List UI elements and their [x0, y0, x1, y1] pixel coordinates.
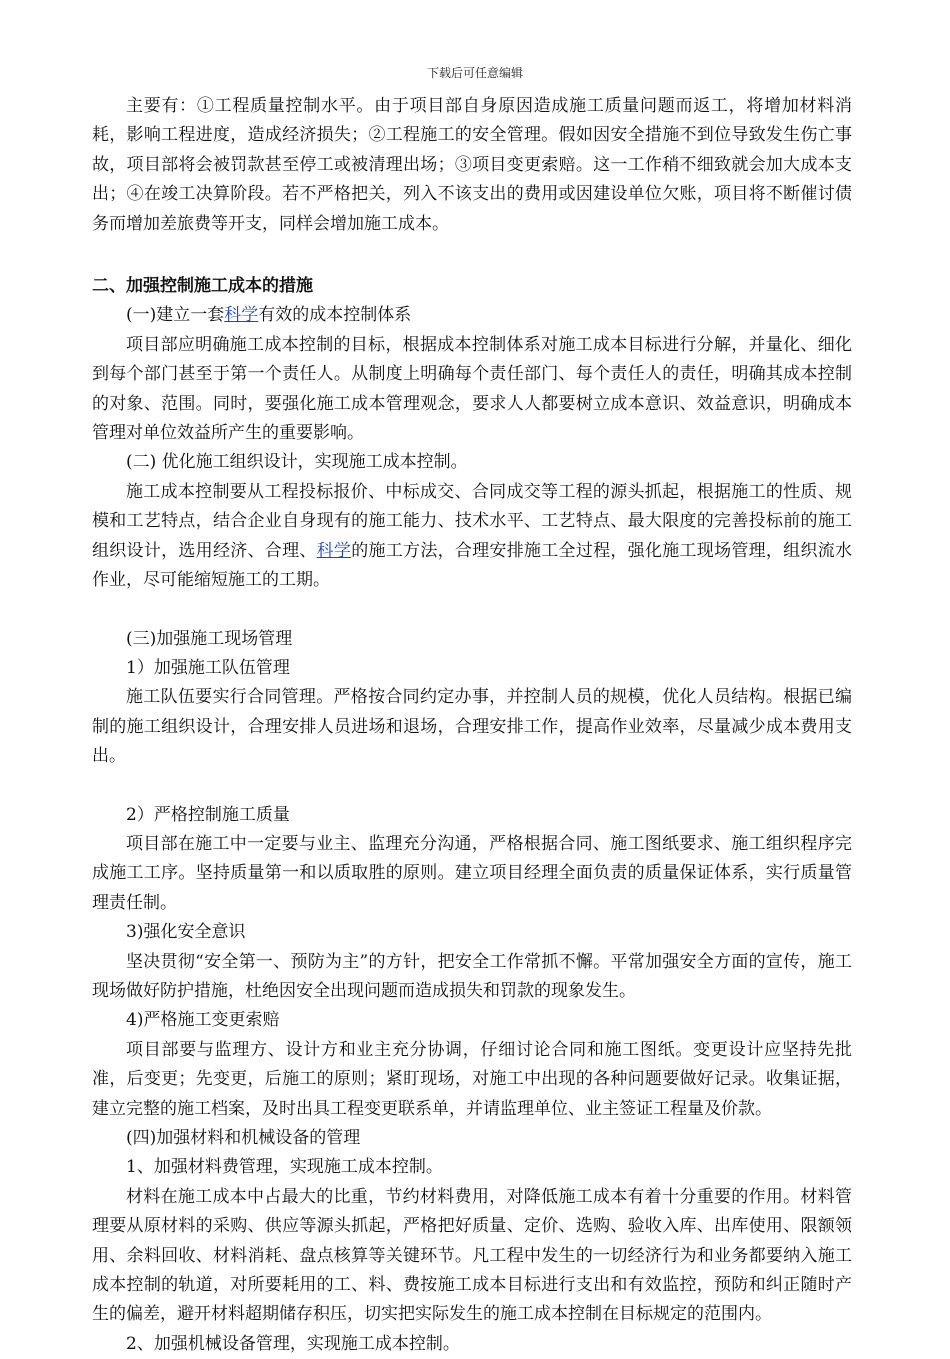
subheading-2: (二) 优化施工组织设计，实现施工成本控制。 — [126, 452, 468, 473]
science-link-2[interactable]: 科学 — [316, 540, 352, 561]
paragraph-1: 项目部应明确施工成本控制的目标，根据成本控制体系对施工成本目标进行分解，并量化、细化到每个部门甚至于第一个责任人。从制度上明确每个责任部门、每个责任人的责任，明确其成本控制的对象、范围。同时，要强化施工成本管理观念，要求人人都要树立成本意识、效益意识，明确成本管理对单位效益所产生的重要影响。 — [92, 334, 852, 444]
subheading-4: (四)加强材料和机械设备的管理 — [126, 1128, 361, 1148]
page-header: 下载后可任意编辑 — [426, 66, 523, 80]
item-6: 2、加强机械设备管理，实现施工成本控制。 — [126, 1333, 460, 1354]
paragraph-5: 坚决贯彻“安全第一、预防为主”的方针，把安全工作常抓不懈。平常加强安全方面的宣传，施工现场做好防护措施，杜绝因安全出现问题而造成损失和罚款的现象发生。 — [92, 951, 852, 1001]
item-4: 4)严格施工变更索赔 — [126, 1010, 280, 1031]
spacer — [92, 772, 852, 801]
paragraph-2-text-end: 的施工方法，合理安排施工全过程，强化施工现场管理，组织流水作业，尽可能缩短施工的工期。 — [92, 540, 853, 591]
subheading-1-text-end: 有效的成本控制体系 — [258, 305, 412, 326]
paragraph-4: 项目部在施工中一定要与业主、监理充分沟通，严格根据合同、施工图纸要求、施工组织程序完成施工工序。坚持质量第一和以质取胜的原则。建立项目经理全面负责的质量保证体系，实行质量管理责任制。 — [92, 833, 852, 913]
subheading-3: (三)加强施工现场管理 — [126, 628, 293, 649]
paragraph-6: 项目部要与监理方、设计方和业主充分协调，仔细讨论合同和施工图纸。变更设计应坚持先批准，后变更；先变更，后施工的原则；紧盯现场，对施工中出现的各种问题要做好记录。收集证据，建立完整的施工档案，及时出具工程变更联系单，并请监理单位、业主签证工程量及价款。 — [92, 1039, 852, 1119]
document-body — [92, 92, 852, 1359]
paragraph-7: 材料在施工成本中占最大的比重，节约材料费用，对降低施工成本有着十分重要的作用。材料管理要从原材料的采购、供应等源头抓起，严格把好质量、定价、选购、验收入库、出库使用、限额领用、余料回收、材料消耗、盘点核算等关键环节。凡工程中发生的一切经济行为和业务都要纳入施工成本控制的轨道，对所要耗用的工、料、费按施工成本目标进行支出和有效监控，预防和纠正随时产生的偏差，避开材料超期储存积压，切实把实际发生的施工成本控制在目标规定的范围内。 — [92, 1186, 852, 1325]
item-5: 1、加强材料费管理，实现施工成本控制。 — [126, 1157, 443, 1178]
item-1: 1）加强施工队伍管理 — [126, 657, 290, 678]
section-heading: 二、加强控制施工成本的措施 — [92, 276, 313, 297]
paragraph-2 — [92, 478, 852, 596]
spacer — [92, 596, 852, 625]
paragraph-2-text: 施工成本控制要从工程投标报价、中标成交、合同成交等工程的源头抓起，根据施工的性质、规模和工艺特点，结合企业自身现有的施工能力、技术水平、工艺特点、最大限度的完善投标前的施工组织设计，选用经济、合理、 — [92, 481, 852, 561]
paragraph-3: 施工队伍要实行合同管理。严格按合同约定办事，并控制人员的规模，优化人员结构。根据已编制的施工组织设计，合理安排人员进场和退场，合理安排工作，提高作业效率，尽量减少成本费用支出。 — [92, 687, 852, 767]
item-3: 3)强化安全意识 — [126, 922, 246, 943]
item-2: 2）严格控制施工质量 — [126, 804, 290, 825]
intro-paragraph: 主要有：①工程质量控制水平。由于项目部自身原因造成施工质量问题而返工，将增加材料消耗，影响工程进度，造成经济损失；②工程施工的安全管理。假如因安全措施不到位导致发生伤亡事故，项目部将会被罚款甚至停工或被清理出场；③项目变更索赔。这一工作稍不细致就会加大成本支出；④在竣工决算阶段。若不严格把关，列入不该支出的费用或因建设单位欠账，项目将不断催讨债务而增加差旅费等开支，同样会增加施工成本。 — [92, 96, 852, 234]
spacer — [92, 239, 852, 272]
science-link[interactable]: 科学 — [224, 305, 259, 326]
subheading-1 — [92, 301, 852, 330]
subheading-1-text: (一)建立一套 — [126, 305, 225, 326]
